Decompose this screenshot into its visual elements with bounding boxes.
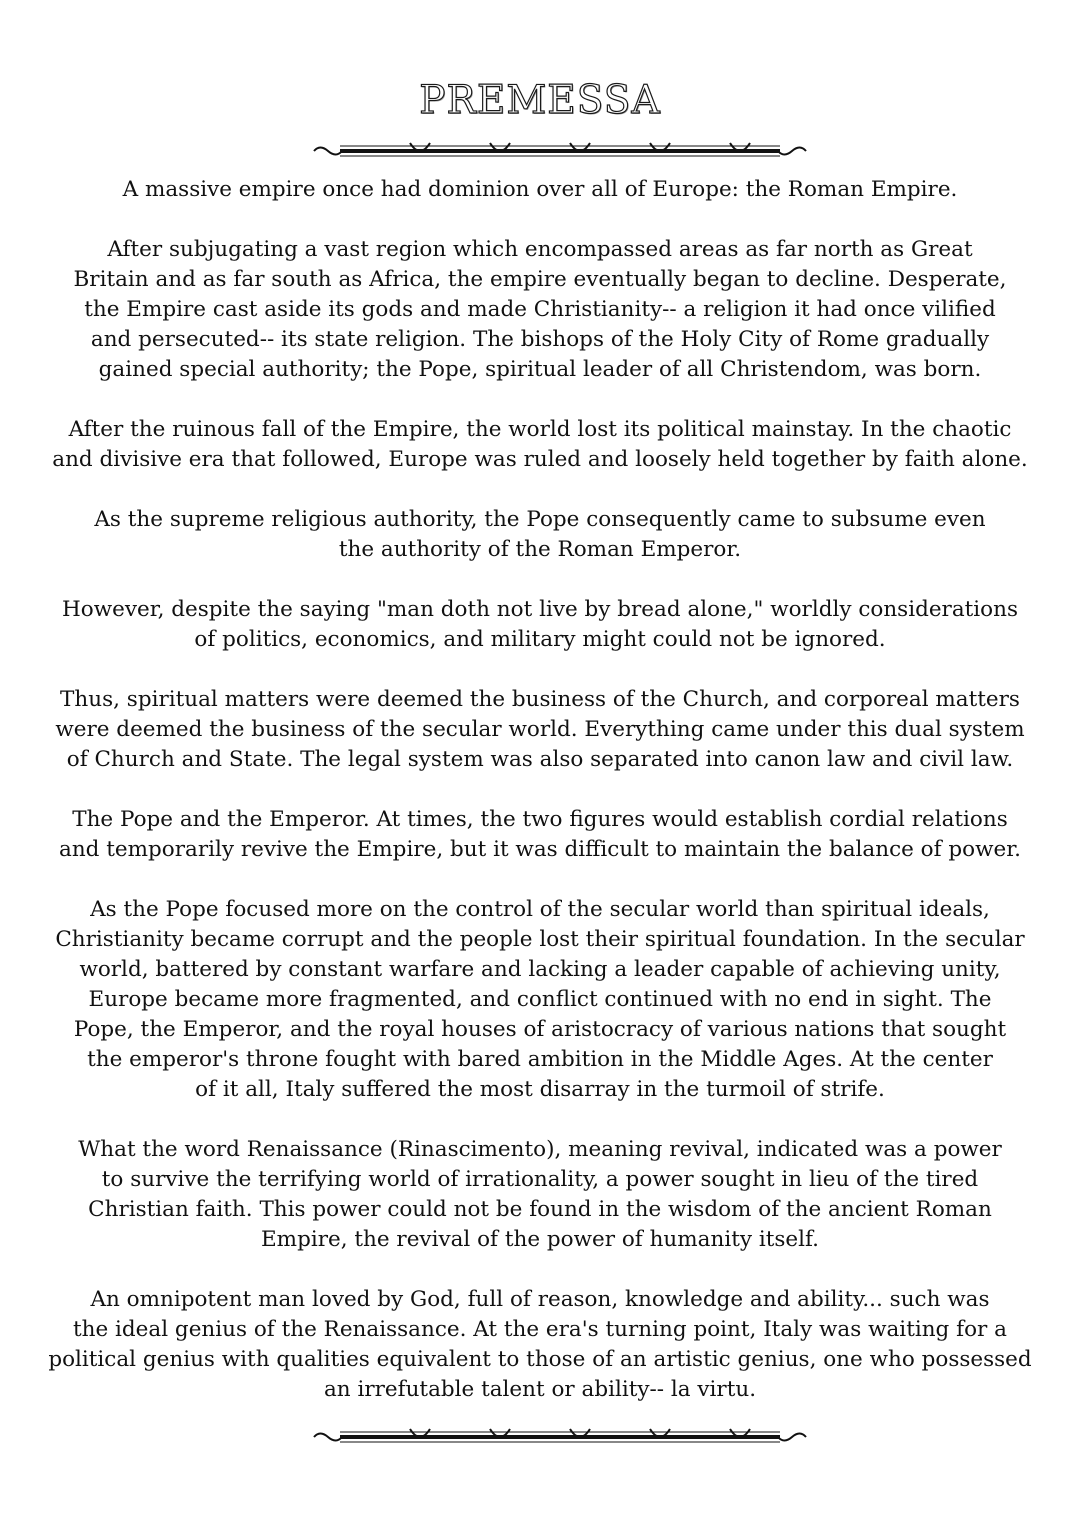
paragraph bbox=[40, 235, 1040, 385]
text-line: an irrefutable talent or ability-- la virtu. bbox=[323, 1377, 757, 1402]
text-line: An omnipotent man loved by God, full of reason, knowledge and ability... such was bbox=[90, 1287, 990, 1312]
text-line: were deemed the business of the secular world. Everything came under this dual system bbox=[55, 717, 1025, 742]
text-line: to survive the terrifying world of irrationality, a power sought in lieu of the tired bbox=[101, 1167, 979, 1192]
page-title: PREMESSA bbox=[419, 78, 661, 123]
text-line: Empire, the revival of the power of humanity itself. bbox=[260, 1227, 819, 1252]
text-line: the ideal genius of the Renaissance. At the era's turning point, Italy was waiting for a bbox=[73, 1317, 1007, 1342]
paragraph bbox=[40, 895, 1040, 1105]
paragraph bbox=[40, 415, 1040, 475]
paragraph bbox=[40, 685, 1040, 775]
text-line: Britain and as far south as Africa, the empire eventually began to decline. Desperate, bbox=[73, 267, 1007, 292]
text-line: What the word Renaissance (Rinascimento), meaning revival, indicated was a power bbox=[78, 1137, 1002, 1162]
paragraph bbox=[40, 805, 1040, 865]
paragraph bbox=[40, 1285, 1040, 1405]
text-line: of it all, Italy suffered the most disarray in the turmoil of strife. bbox=[195, 1077, 885, 1102]
text-line: Christianity became corrupt and the people lost their spiritual foundation. In the secular bbox=[55, 927, 1025, 952]
text-line: of politics, economics, and military might could not be ignored. bbox=[194, 627, 886, 652]
paragraph bbox=[40, 175, 1040, 205]
text-line: world, battered by constant warfare and lacking a leader capable of achieving unity, bbox=[79, 957, 1001, 982]
text-line: and temporarily revive the Empire, but it was difficult to maintain the balance of power. bbox=[59, 837, 1021, 862]
text-line: After the ruinous fall of the Empire, the world lost its political mainstay. In the chaotic bbox=[68, 417, 1012, 442]
text-line: However, despite the saying "man doth not live by bread alone," worldly considerations bbox=[62, 597, 1018, 622]
text-line: The Pope and the Emperor. At times, the two figures would establish cordial relations bbox=[72, 807, 1008, 832]
text-line: the authority of the Roman Emperor. bbox=[338, 537, 742, 562]
text-line: As the Pope focused more on the control of the secular world than spiritual ideals, bbox=[90, 897, 990, 922]
text-line: As the supreme religious authority, the Pope consequently came to subsume even bbox=[94, 507, 986, 532]
text-line: and divisive era that followed, Europe was ruled and loosely held together by faith alone. bbox=[52, 447, 1028, 472]
body-text bbox=[40, 175, 1040, 1405]
paragraph bbox=[40, 1135, 1040, 1255]
text-line: Thus, spiritual matters were deemed the business of the Church, and corporeal matters bbox=[60, 687, 1020, 712]
text-line: Pope, the Emperor, and the royal houses of aristocracy of various nations that sought bbox=[73, 1017, 1007, 1042]
text-line: Europe became more fragmented, and conflict continued with no end in sight. The bbox=[88, 987, 992, 1012]
top-ornamental-divider bbox=[310, 140, 810, 162]
text-line: political genius with qualities equivalent to those of an artistic genius, one who possessed bbox=[48, 1347, 1032, 1372]
bottom-ornamental-divider bbox=[310, 1426, 810, 1448]
paragraph bbox=[40, 505, 1040, 565]
paragraph bbox=[40, 595, 1040, 655]
text-line: the Empire cast aside its gods and made Christianity-- a religion it had once vilified bbox=[84, 297, 996, 322]
text-line: A massive empire once had dominion over all of Europe: the Roman Empire. bbox=[122, 177, 958, 202]
text-line: and persecuted-- its state religion. The bishops of the Holy City of Rome gradually bbox=[90, 327, 990, 352]
text-line: of Church and State. The legal system was also separated into canon law and civil law. bbox=[66, 747, 1014, 772]
text-line: gained special authority; the Pope, spiritual leader of all Christendom, was born. bbox=[98, 357, 982, 382]
text-line: Christian faith. This power could not be found in the wisdom of the ancient Roman bbox=[88, 1197, 992, 1222]
text-line: the emperor's throne fought with bared ambition in the Middle Ages. At the center bbox=[87, 1047, 993, 1072]
text-line: After subjugating a vast region which encompassed areas as far north as Great bbox=[107, 237, 973, 262]
